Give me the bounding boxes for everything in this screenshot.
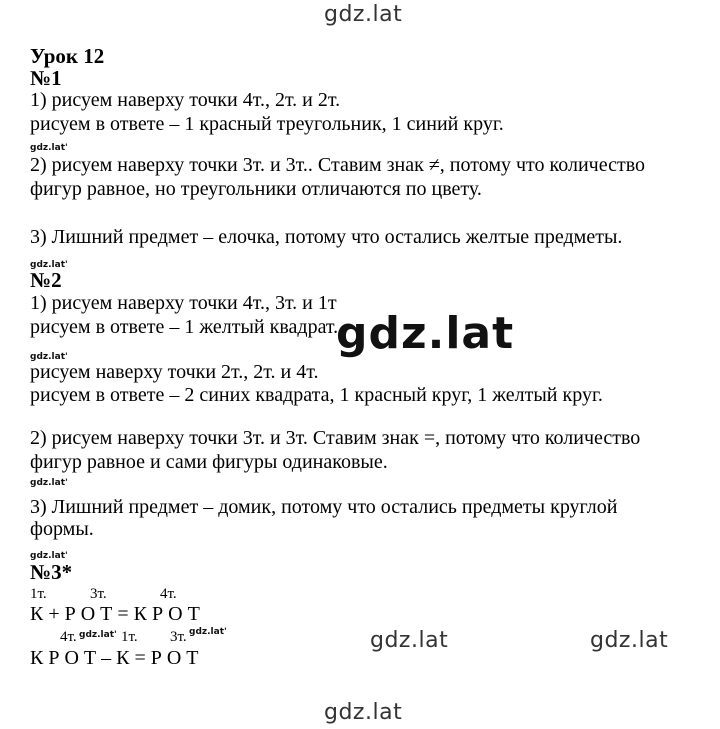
watermark-middle-left: gdz.lat: [370, 628, 449, 653]
watermark-top: gdz.lat: [324, 2, 403, 27]
task3-label: 4т.: [60, 629, 77, 645]
task1-paragraph: 2) рисуем наверху точки 3т. и 3т.. Ставим знак ≠, потому что количество: [30, 154, 645, 176]
task3-label: 1т.: [121, 629, 138, 645]
task2-heading: №2: [30, 268, 62, 292]
task2-paragraph: рисуем в ответе – 1 желтый квадрат.: [30, 316, 339, 338]
watermark-small: gdz.lat': [30, 143, 68, 153]
watermark-bottom: gdz.lat: [324, 700, 403, 725]
task2-paragraph: 2) рисуем наверху точки 3т. и 3т. Ставим знак =, потому что количество: [30, 427, 641, 449]
watermark-small: gdz.lat': [30, 352, 68, 362]
task3-heading: №3*: [30, 560, 73, 584]
watermark-small: gdz.lat': [79, 630, 117, 640]
lesson-title: Урок 12: [30, 44, 105, 68]
task2-paragraph: формы.: [30, 518, 94, 540]
task3-equation: К Р О Т – К = Р О Т: [30, 647, 199, 669]
task1-paragraph: 1) рисуем наверху точки 4т., 2т. и 2т.: [30, 89, 341, 111]
task3-label: 3т.: [90, 586, 107, 602]
task2-paragraph: 3) Лишний предмет – домик, потому что остались предметы круглой: [30, 496, 618, 518]
task1-paragraph: 3) Лишний предмет – елочка, потому что остались желтые предметы.: [30, 226, 623, 248]
task3-equation: К + Р О Т = К Р О Т: [30, 603, 200, 625]
task3-label: 1т.: [30, 586, 47, 602]
watermark-small: gdz.lat': [30, 551, 68, 561]
watermark-small: gdz.lat': [30, 260, 68, 270]
task2-paragraph: 1) рисуем наверху точки 4т., 3т. и 1т: [30, 292, 337, 314]
watermark-center: gdz.lat: [336, 308, 515, 359]
task2-paragraph: рисуем наверху точки 2т., 2т. и 4т.: [30, 361, 319, 383]
task3-label: 4т.: [160, 586, 177, 602]
task2-paragraph: фигур равное и сами фигуры одинаковые.: [30, 451, 388, 473]
task1-paragraph: фигур равное, но треугольники отличаются по цвету.: [30, 178, 482, 200]
watermark-small: gdz.lat': [189, 627, 227, 637]
task3-label: 3т.: [170, 629, 187, 645]
task2-paragraph: рисуем в ответе – 2 синих квадрата, 1 красный круг, 1 желтый круг.: [30, 384, 603, 406]
task1-paragraph: рисуем в ответе – 1 красный треугольник, 1 синий круг.: [30, 113, 504, 135]
watermark-small: gdz.lat': [30, 478, 68, 488]
task1-heading: №1: [30, 66, 62, 90]
watermark-middle-right: gdz.lat: [590, 628, 669, 653]
